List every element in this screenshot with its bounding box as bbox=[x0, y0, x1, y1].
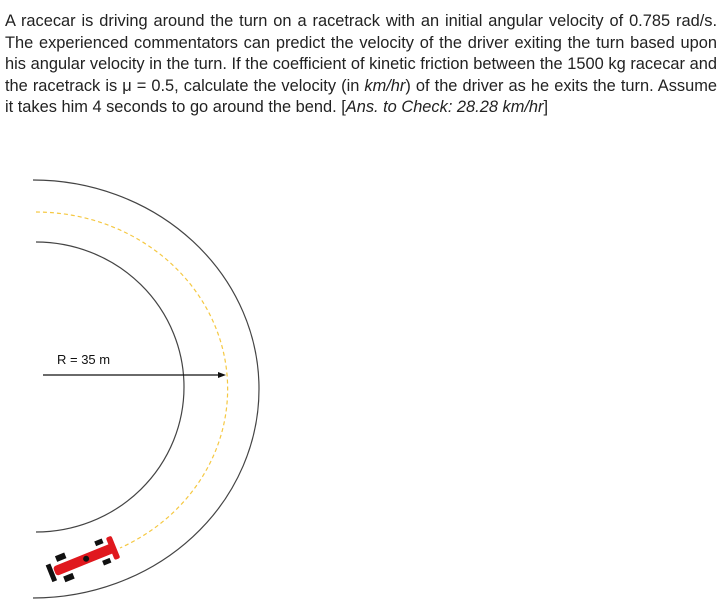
answer-check: Ans. to Check: 28.28 km/hr bbox=[345, 98, 544, 117]
unit-km-hr: km/hr bbox=[364, 76, 406, 95]
inner-track-edge bbox=[36, 242, 184, 532]
problem-text-3: ] bbox=[543, 98, 549, 117]
radius-label: R = 35 m bbox=[57, 352, 111, 367]
problem-text-2: ) of the driver as he exits the turn. Assume it takes him 4 seconds to go around the bend. [ bbox=[5, 76, 717, 117]
racetrack-diagram bbox=[0, 160, 722, 616]
outer-track-edge bbox=[33, 180, 259, 598]
arrowhead-icon bbox=[218, 372, 226, 378]
racecar-icon bbox=[44, 534, 121, 587]
problem-statement bbox=[5, 11, 717, 119]
problem-text-1: A racecar is driving around the turn on a racetrack with an initial angular velocity of 0.785 rad/s. The experienced commentators can predict the velocity of the driver exiting the turn based upon his angular velocity in the turn. If the coefficient of kinetic friction between the 1500 kg racecar and the racetrack is μ = 0.5, calculate the velocity (in bbox=[5, 12, 717, 95]
